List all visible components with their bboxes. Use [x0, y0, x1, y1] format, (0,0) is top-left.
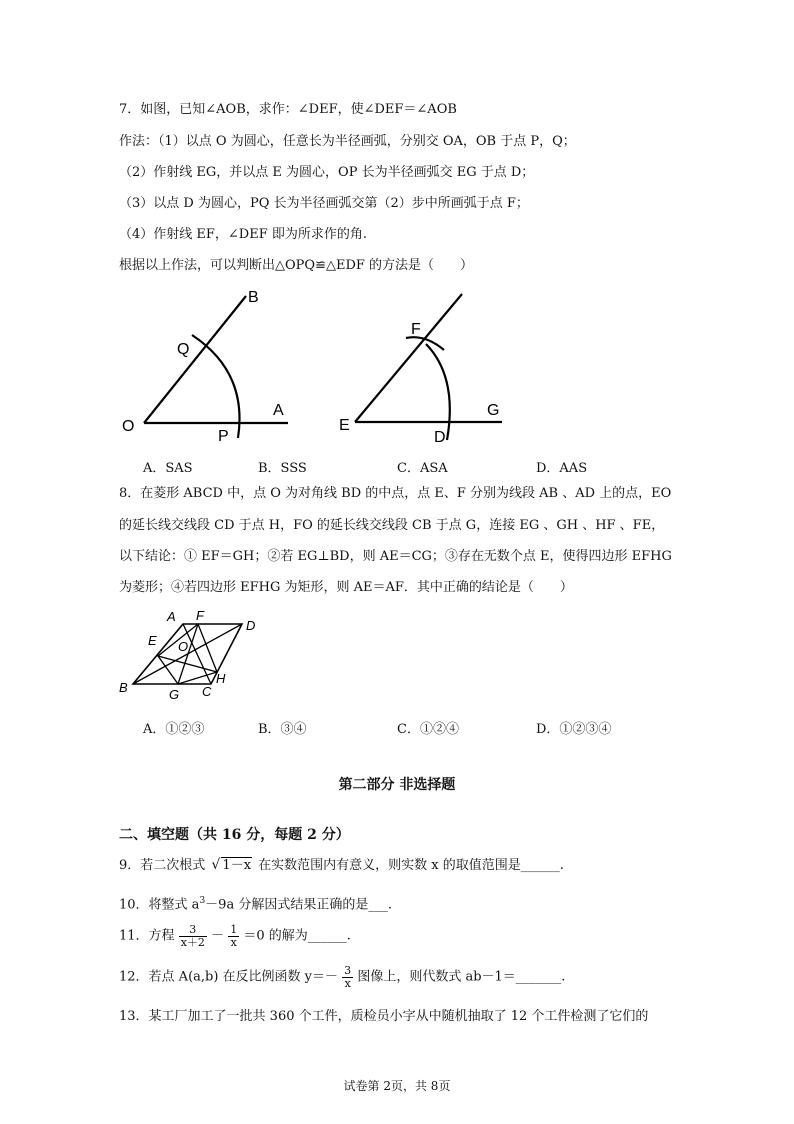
q13-line1: 13．某工厂加工了一批共 360 个工件，质检员小字从中随机抽取了 12 个工件检测了它们的	[119, 1009, 649, 1024]
label-g: G	[487, 402, 500, 419]
q7-figure-def	[330, 282, 530, 447]
ray-ef	[355, 294, 462, 422]
q11-f1-numerator: 3	[179, 924, 207, 937]
q8-rhombus-figure	[112, 604, 272, 704]
q10	[119, 892, 392, 914]
arc-f	[406, 337, 444, 350]
q9	[119, 857, 564, 875]
label-a: A	[167, 609, 176, 624]
label-b: B	[119, 680, 128, 695]
label-p: P	[218, 428, 229, 445]
label-o: O	[122, 418, 135, 435]
q7-option-b[interactable]: B．SSS	[258, 461, 307, 476]
q9-radical	[211, 857, 252, 875]
part2-title: 第二部分 非选择题	[338, 777, 456, 793]
q8-line1: 8．在菱形 ABCD 中，点 O 为对角线 BD 的中点，点 E、F 分别为线段 AB 、AD 上的点，EO	[119, 486, 672, 501]
q11-fraction-2	[228, 924, 239, 949]
label-d: D	[434, 429, 446, 446]
arc-d	[426, 344, 450, 440]
label-c: C	[202, 684, 212, 699]
q11-f2-numerator: 1	[230, 923, 238, 936]
q7-step1: 作法：（1）以点 O 为圆心，任意长为半径画弧，分别交 OA，OB 于点 P，Q；	[119, 134, 576, 149]
q10-exponent: 3	[199, 896, 206, 906]
q8-option-a[interactable]: A．①②③	[143, 722, 205, 737]
q7-question: 根据以上作法，可以判断出△OPQ≌△EDF 的方法是（ ）	[119, 258, 474, 273]
label-g: G	[169, 687, 180, 702]
q7-option-c[interactable]: C．ASA	[397, 461, 448, 476]
q8-option-b[interactable]: B．③④	[258, 722, 307, 737]
label-e: E	[148, 633, 157, 648]
page-footer: 试卷第 2页，共 8页	[343, 1079, 451, 1093]
q7-step2: （2）作射线 EG，并以点 E 为圆心，OP 长为半径画弧交 EG 于点 D；	[119, 165, 535, 180]
label-e: E	[339, 417, 350, 434]
ray-ob	[144, 296, 246, 423]
q12-numerator: 3	[344, 964, 352, 977]
label-d: D	[246, 618, 256, 633]
label-q: Q	[177, 341, 190, 358]
q8-option-c[interactable]: C．①②④	[397, 722, 459, 737]
q9-post: 在实数范围内有意义，则实数 x 的取值范围是______.	[258, 858, 564, 873]
q11-minus: －	[211, 928, 225, 944]
label-b: B	[248, 289, 259, 306]
q12-pre: 12．若点 A(a,b) 在反比例函数 y＝－	[119, 969, 339, 985]
q12	[119, 965, 565, 995]
q8-line3: 以下结论：① EF＝GH；②若 EG⊥BD，则 AE＝CG；③存在无数个点 E，使得四边形 EFHG	[119, 549, 672, 564]
q9-pre: 9．若二次根式	[119, 858, 206, 873]
q7-stem: 7．如图，已知∠AOB，求作：∠DEF，使∠DEF＝∠AOB	[119, 102, 457, 117]
q11-post: ＝0 的解为______.	[243, 928, 351, 944]
q12-post: 图像上，则代数式 ab－1＝_______.	[357, 969, 566, 985]
q8-option-d[interactable]: D．①②③④	[536, 722, 612, 737]
q11-pre: 11．方程	[119, 928, 175, 944]
q7-option-d[interactable]: D．AAS	[536, 461, 588, 476]
q11-fraction-1	[179, 924, 207, 949]
q11-f2-denominator: x	[230, 936, 237, 949]
q7-option-a[interactable]: A．SAS	[143, 461, 193, 476]
segment-fg	[178, 624, 198, 684]
q11-f1-denominator: x＋2	[180, 936, 205, 949]
q9-radicand: 1－x	[222, 858, 252, 873]
label-f: F	[411, 321, 421, 338]
q10-post: －9a 分解因式结果正确的是___.	[205, 897, 392, 913]
label-o: O	[178, 639, 189, 654]
q8-line4: 为菱形；④若四边形 EFHG 为矩形，则 AE＝AF．其中正确的结论是（ ）	[119, 580, 573, 595]
q8-line2: 的延长线交线段 CD 于点 H，FO 的延长线交线段 CB 于点 G，连接 EG 、GH 、HF 、FE，	[119, 518, 665, 533]
q7-step3: （3）以点 D 为圆心，PQ 长为半径画弧交第（2）步中所画弧于点 F；	[119, 196, 529, 211]
label-a: A	[273, 402, 284, 419]
label-f: F	[196, 608, 204, 623]
q7-figure-aob	[110, 282, 310, 447]
q10-pre: 10．将整式 a	[119, 897, 200, 913]
section2-heading: 二、填空题（共 16 分，每题 2 分）	[119, 827, 350, 843]
q12-denominator: x	[344, 977, 351, 990]
q7-step4: （4）作射线 EF，∠DEF 即为所求作的角.	[119, 227, 368, 242]
q12-fraction	[342, 965, 353, 990]
label-h: H	[216, 671, 226, 686]
sqrt-icon: √	[211, 857, 221, 873]
segment-eh	[158, 656, 217, 672]
q11	[119, 924, 351, 954]
